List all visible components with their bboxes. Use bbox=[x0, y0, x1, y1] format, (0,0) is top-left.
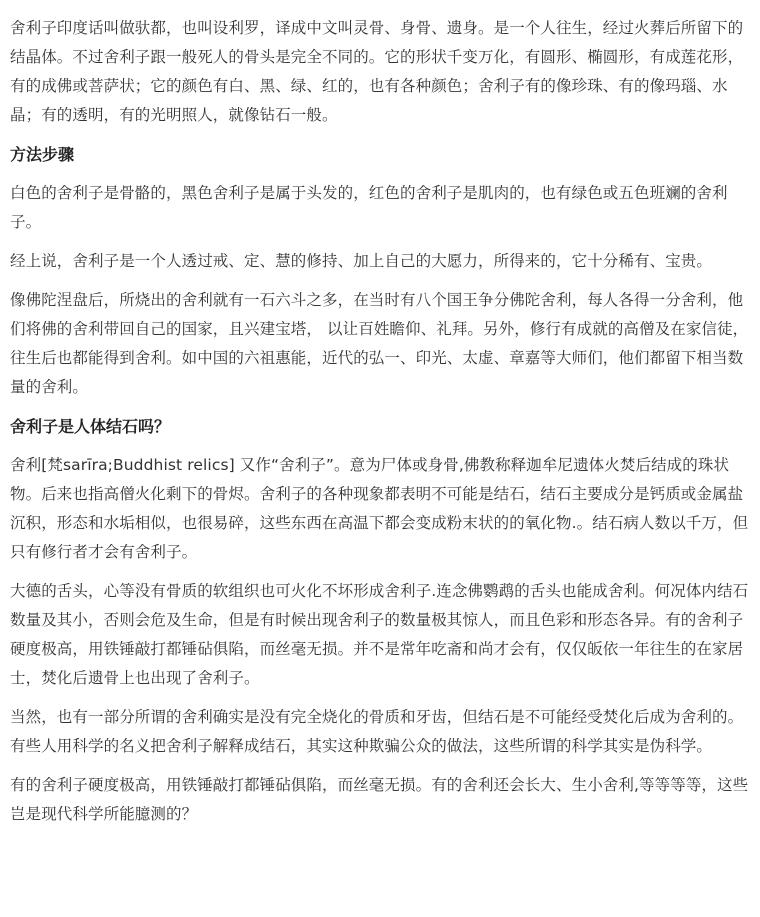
paragraph-soft-tissue: 大德的舌头，心等没有骨质的软组织也可火化不坏形成舍利子.连念佛鹦鹉的舌头也能成舍利。何况体内结石数量及其小，否则会危及生命，但是有时候出现舍利子的数量极其惊人，而且色彩和形态各异。有的舍利子硬度极高，用铁锤敲打都锤砧俱陷，而丝毫无损。并不是常年吃斋和尚才会有，仅仅皈依一年往生的在家居士，焚化后遗骨上也出现了舍利子。 bbox=[10, 582, 749, 687]
paragraph-hardness: 有的舍利子硬度极高，用铁锤敲打都锤砧俱陷，而丝毫无损。有的舍利还会长大、生小舍利,等等等等，这些岂是现代科学所能臆测的？ bbox=[10, 776, 749, 823]
section-heading-steps: 方法步骤 bbox=[10, 145, 75, 164]
paragraph-pseudoscience: 当然，也有一部分所谓的舍利确实是没有完全烧化的骨质和牙齿，但结石是不可能经受焚化后成为舍利的。有些人用科学的名义把舍利子解释成结石，其实这种欺骗公众的做法，这些所谓的科学其实是伪科学。 bbox=[10, 708, 744, 755]
intro-paragraph: 舍利子印度话叫做驮都，也叫设利罗，译成中文叫灵骨、身骨、遗身。是一个人往生，经过火葬后所留下的结晶体。不过舍利子跟一般死人的骨头是完全不同的。它的形状千变万化，有圆形、椭圆形，有成莲花形，有的成佛或菩萨状；它的颜色有白、黑、绿、红的，也有各种颜色；舍利子有的像珍珠、有的像玛瑙、水晶；有的透明，有的光明照人，就像钻石一般。 bbox=[10, 19, 744, 124]
paragraph-definition: 舍利[梵sarīra;Buddhist relics] 又作“舍利子”。意为尸体或身骨,佛教称释迦牟尼遗体火焚后结成的珠状物。后来也指高僧火化剩下的骨烬。舍利子的各种现象都表明不可能是结石，结石主要成分是钙质或金属盐沉积，形态和水垢相似，也很易碎，这些东西在高温下都会变成粉末状的的氧化物.。结石病人数以千万，但只有修行者才会有舍利子。 bbox=[10, 456, 749, 561]
article-body bbox=[10, 14, 750, 829]
paragraph-buddha-relics: 像佛陀涅盘后，所烧出的舍利就有一石六斗之多，在当时有八个国王争分佛陀舍利，每人各得一分舍利，他们将佛的舍利带回自己的国家，且兴建宝塔， 以让百姓瞻仰、礼拜。另外，修行有成就的高僧及在家信徒，往生后也都能得到舍利。如中国的六祖惠能，近代的弘一、印光、太虚、章嘉等大师们，他们都留下相当数量的舍利。 bbox=[10, 291, 749, 396]
paragraph-sutra: 经上说，舍利子是一个人透过戒、定、慧的修持、加上自己的大愿力，所得来的，它十分稀有、宝贵。 bbox=[10, 252, 713, 270]
section-heading-stones: 舍利子是人体结石吗？ bbox=[10, 417, 171, 436]
paragraph-colors: 白色的舍利子是骨骼的，黑色舍利子是属于头发的，红色的舍利子是肌肉的，也有绿色或五色班斓的舍利子。 bbox=[10, 184, 728, 231]
